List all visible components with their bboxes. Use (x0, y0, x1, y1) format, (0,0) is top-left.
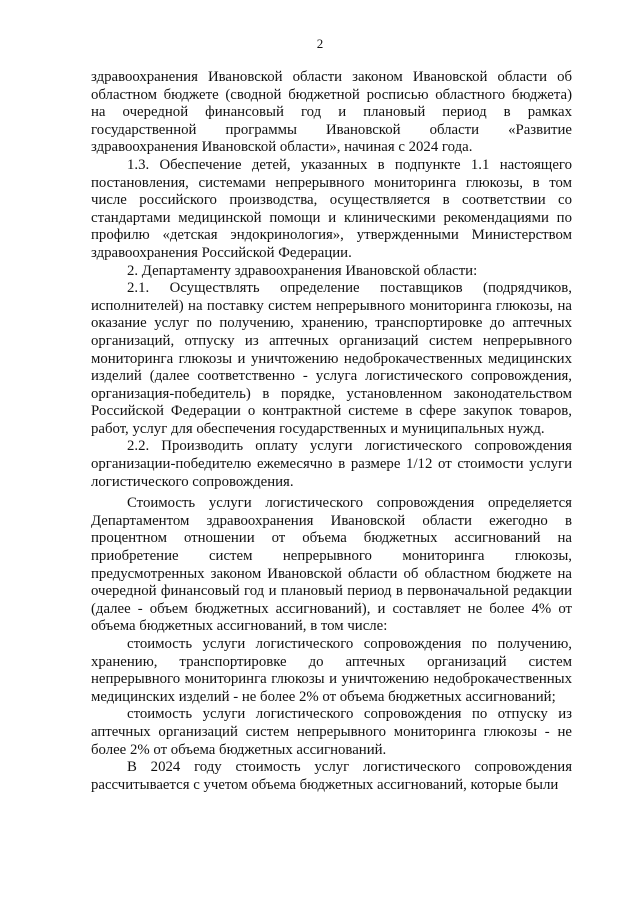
page-number: 2 (316, 36, 324, 51)
paragraph-service-cost: Стоимость услуги логистического сопровождения определяется Департаментом здравоохранения Ивановской области ежегодно в процентном отношении от объема бюджетных ассигнований на приобретение систем непрерывного мониторинга глюкозы, предусмотренных законом Ивановской области об областном бюджете на очередной финансовый год и плановый период в первоначальной редакции (далее - объем бюджетных ассигнований), и составляет не более 4% от объема бюджетных ассигнований, в том числе: (91, 495, 572, 635)
paragraph-2-1: 2.1. Осуществлять определение поставщиков (подрядчиков, исполнителей) на поставку систем непрерывного мониторинга глюкозы, на оказание услуг по получению, хранению, транспортировке до аптечных организаций, отпуску из аптечных организаций систем непрерывного мониторинга глюкозы и уничтожению недоброкачественных медицинских изделий (далее соответственно - услуга логистического сопровождения, организация-победитель) в порядке, установленном законодательством Российской Федерации о контрактной системе в сфере закупок товаров, работ, услуг для обеспечения государственных и муниципальных нужд. (91, 280, 572, 437)
document-body (91, 69, 572, 794)
paragraph-cost-storage: стоимость услуги логистического сопровождения по получению, хранению, транспортировке до аптечных организаций систем непрерывного мониторинга глюкозы и уничтожению недоброкачественных медицинских изделий - не более 2% от объема бюджетных ассигнований; (91, 636, 572, 705)
paragraph-1-3: 1.3. Обеспечение детей, указанных в подпункте 1.1 настоящего постановления, системами непрерывного мониторинга глюкозы, в том числе российского производства, осуществляется в соответствии со стандартами медицинской помощи и клиническими рекомендациями по профилю «детская эндокринология», утвержденными Министерством здравоохранения Российской Федерации. (91, 156, 572, 261)
paragraph-2024: В 2024 году стоимость услуг логистического сопровождения рассчитывается с учетом объема бюджетных ассигнований, которые были (91, 759, 572, 793)
paragraph-2-2: 2.2. Производить оплату услуги логистического сопровождения организации-победителю ежемесячно в размере 1/12 от стоимости услуги логистического сопровождения. (91, 438, 572, 490)
paragraph-2: 2. Департаменту здравоохранения Ивановской области: (127, 262, 478, 279)
paragraph-continuation: здравоохранения Ивановской области законом Ивановской области об областном бюджете (сводной бюджетной росписью областного бюджета) на очередной финансовый год и плановый период в рамках государственной программы Ивановской области «Развитие здравоохранения Ивановской области», начиная с 2024 года. (91, 69, 572, 156)
paragraph-cost-dispensing: стоимость услуги логистического сопровождения по отпуску из аптечных организаций систем непрерывного мониторинга глюкозы - не более 2% от объема бюджетных ассигнований. (91, 706, 572, 758)
